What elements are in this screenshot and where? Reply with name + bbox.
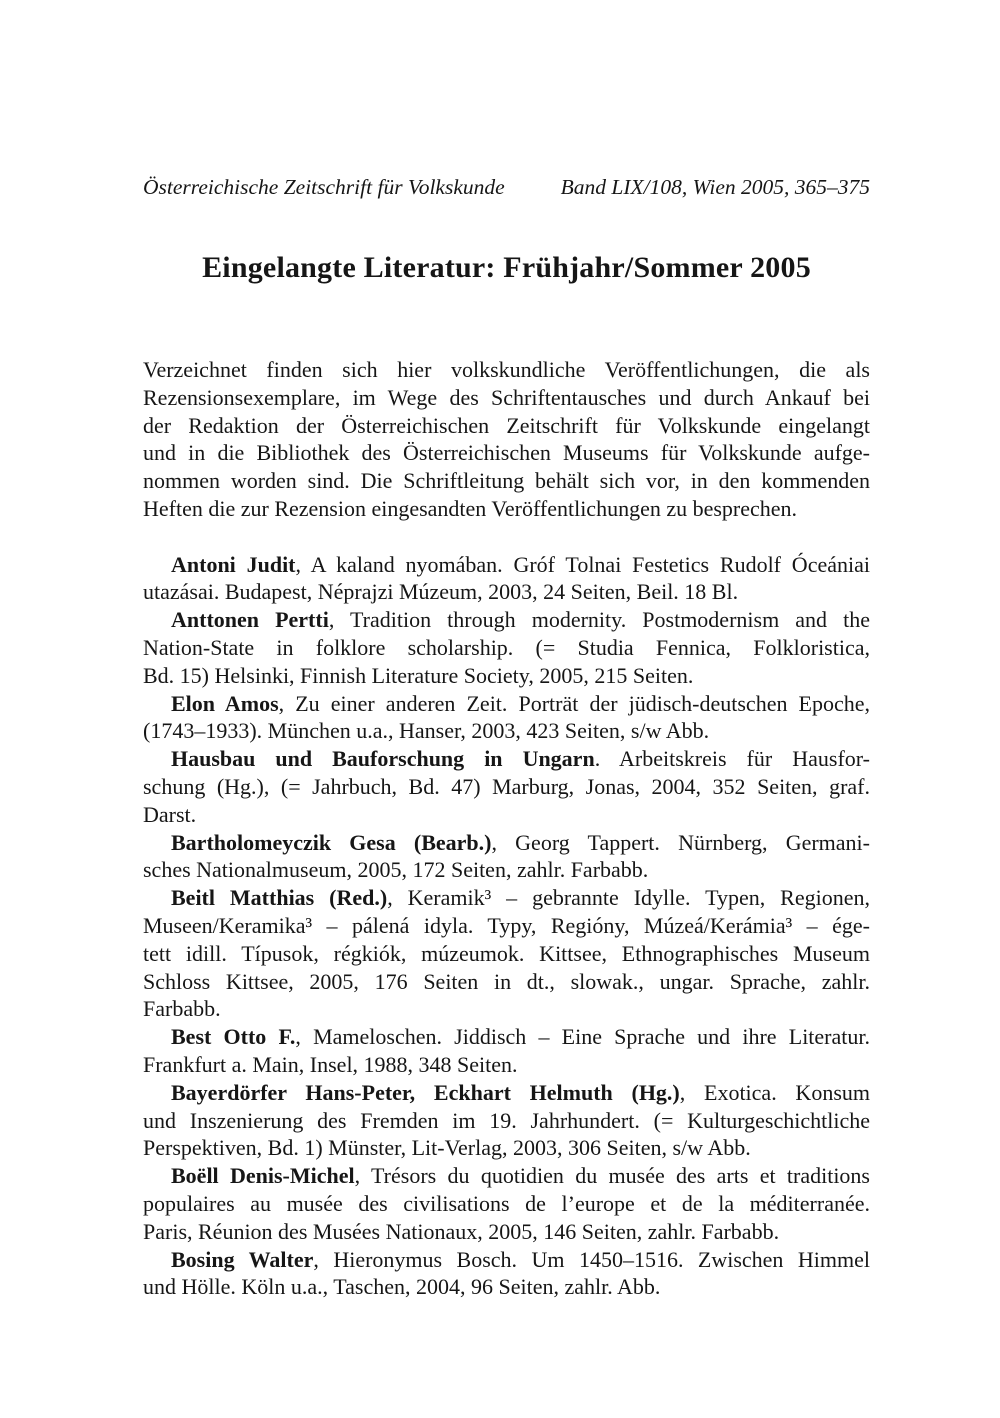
text-line: populaires au musée des civilisations de l’europe et de la méditerranée.	[143, 1190, 870, 1216]
text-line: Museen/Keramika³ – pálená idyla. Typy, Regióny, Múzeá/Kerámia³ – ége-	[143, 912, 870, 938]
text-line: schung (Hg.), (= Jahrbuch, Bd. 47) Marburg, Jonas, 2004, 352 Seiten, graf.	[143, 773, 870, 799]
entry-author: Boëll Denis-Michel	[171, 1163, 355, 1189]
text-line: sches Nationalmuseum, 2005, 172 Seiten, zahlr. Farbabb.	[143, 857, 649, 883]
entry-author: Antoni Judit	[171, 551, 296, 577]
entry-author: Bayerdörfer Hans-Peter, Eckhart Helmuth (Hg.)	[171, 1079, 680, 1105]
bibliography-entry	[143, 1079, 870, 1162]
bibliography-entry	[143, 884, 870, 1023]
text-line: Hausbau und Bauforschung in Ungarn. Arbeitskreis für Hausfor-	[171, 746, 870, 772]
text-line: Farbabb.	[143, 996, 221, 1022]
text-line: Boëll Denis-Michel, Trésors du quotidien du musée des arts et traditions	[171, 1163, 870, 1189]
page-content	[143, 356, 870, 1301]
bibliography-entry	[143, 606, 870, 689]
text-line: Darst.	[143, 801, 197, 827]
bibliography-entry	[143, 829, 870, 885]
text-line: Heften die zur Rezension eingesandten Veröffentlichungen zu besprechen.	[143, 495, 798, 521]
bibliography-entry	[143, 690, 870, 746]
text-line: tett idill. Típusok, régkiók, múzeumok. Kittsee, Ethnographisches Museum	[143, 940, 870, 966]
issue-info: Band LIX/108, Wien 2005, 365–375	[560, 175, 870, 199]
text-line: und Hölle. Köln u.a., Taschen, 2004, 96 Seiten, zahlr. Abb.	[143, 1274, 661, 1300]
entry-author: Bosing Walter	[171, 1246, 314, 1272]
bibliography-entry	[143, 551, 870, 607]
text-line: Anttonen Pertti, Tradition through modernity. Postmodernism and the	[171, 607, 870, 633]
text-line: nommen worden sind. Die Schriftleitung behält sich vor, in den kommenden	[143, 468, 870, 494]
text-line: Paris, Réunion des Musées Nationaux, 2005, 146 Seiten, zahlr. Farbabb.	[143, 1218, 780, 1244]
entry-author: Anttonen Pertti	[171, 607, 329, 633]
text-line: Perspektiven, Bd. 1) Münster, Lit-Verlag, 2003, 306 Seiten, s/w Abb.	[143, 1135, 751, 1161]
journal-name: Österreichische Zeitschrift für Volkskunde	[143, 175, 505, 199]
text-line: Bayerdörfer Hans-Peter, Eckhart Helmuth (Hg.), Exotica. Konsum	[171, 1079, 870, 1105]
bibliography-list	[143, 551, 870, 1302]
text-line: Nation-State in folklore scholarship. (= Studia Fennica, Folkloristica,	[143, 634, 870, 660]
text-line: Bosing Walter, Hieronymus Bosch. Um 1450–1516. Zwischen Himmel	[171, 1246, 870, 1272]
text-line: Bd. 15) Helsinki, Finnish Literature Society, 2005, 215 Seiten.	[143, 662, 694, 688]
text-line: Frankfurt a. Main, Insel, 1988, 348 Seiten.	[143, 1051, 518, 1077]
entry-author: Best Otto F.	[171, 1024, 296, 1050]
intro-paragraph	[143, 356, 870, 523]
bibliography-entry	[143, 1162, 870, 1245]
text-line: Schloss Kittsee, 2005, 176 Seiten in dt., slowak., ungar. Sprache, zahlr.	[143, 968, 870, 994]
running-header	[143, 174, 870, 200]
text-line: Best Otto F., Mameloschen. Jiddisch – Eine Sprache und ihre Literatur.	[171, 1024, 870, 1050]
text-line: Antoni Judit, A kaland nyomában. Gróf Tolnai Festetics Rudolf Óceániai	[171, 551, 870, 577]
text-line: Rezensionsexemplare, im Wege des Schriftentausches und durch Ankauf bei	[143, 384, 870, 410]
text-line: und Inszenierung des Fremden im 19. Jahrhundert. (= Kulturgeschichtliche	[143, 1107, 870, 1133]
text-line: der Redaktion der Österreichischen Zeitschrift für Volkskunde eingelangt	[143, 412, 870, 438]
text-line: (1743–1933). München u.a., Hanser, 2003, 423 Seiten, s/w Abb.	[143, 718, 710, 744]
bibliography-entry	[143, 1246, 870, 1302]
text-line: und in die Bibliothek des Österreichischen Museums für Volkskunde aufge-	[143, 440, 870, 466]
entry-author: Elon Amos	[171, 690, 279, 716]
text-line: Beitl Matthias (Red.), Keramik³ – gebrannte Idylle. Typen, Regionen,	[171, 885, 870, 911]
text-line: utazásai. Budapest, Néprajzi Múzeum, 2003, 24 Seiten, Beil. 18 Bl.	[143, 579, 739, 605]
page-title: Eingelangte Literatur: Frühjahr/Sommer 2005	[202, 251, 811, 284]
entry-author: Bartholomeyczik Gesa (Bearb.)	[171, 829, 492, 855]
bibliography-entry	[143, 745, 870, 828]
entry-author: Beitl Matthias (Red.)	[171, 885, 388, 911]
text-line: Elon Amos, Zu einer anderen Zeit. Porträt der jüdisch-deutschen Epoche,	[171, 690, 870, 716]
bibliography-entry	[143, 1023, 870, 1079]
entry-author: Hausbau und Bauforschung in Ungarn	[171, 746, 595, 772]
text-line: Verzeichnet finden sich hier volkskundliche Veröffentlichungen, die als	[143, 357, 870, 382]
text-line: Bartholomeyczik Gesa (Bearb.), Georg Tappert. Nürnberg, Germani-	[171, 829, 870, 855]
